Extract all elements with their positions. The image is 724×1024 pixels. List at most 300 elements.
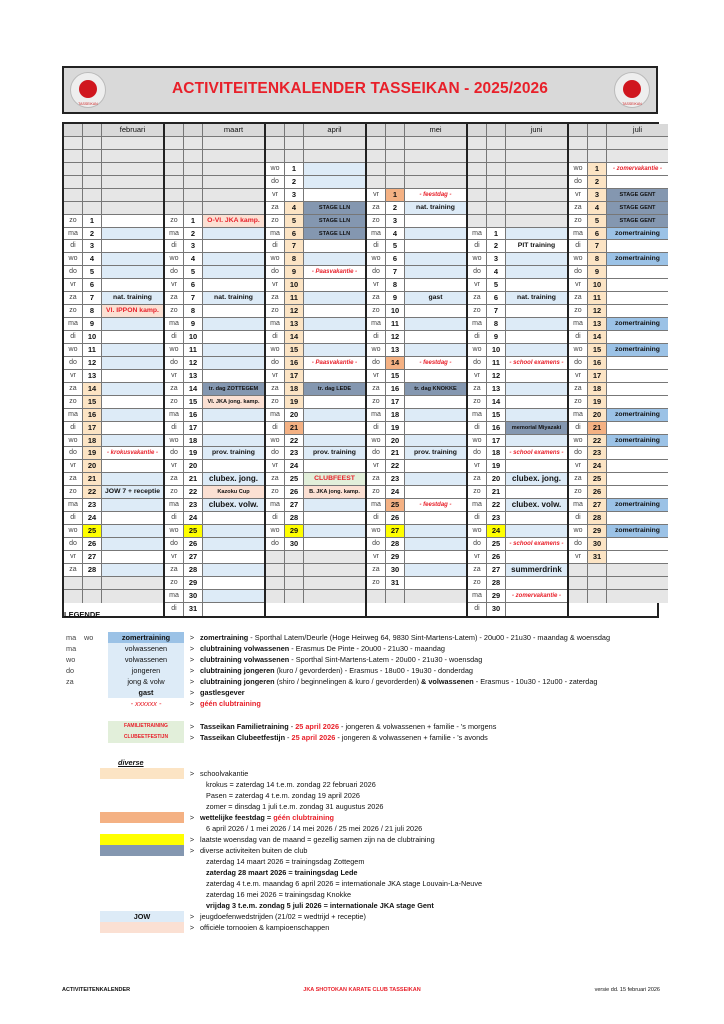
day-number: 13	[83, 370, 102, 382]
event-cell[interactable]: STAGE GENT	[607, 215, 668, 227]
event-cell[interactable]: prov. training	[203, 447, 264, 459]
event-cell[interactable]: STAGE GENT	[607, 202, 668, 214]
weekday: ma	[165, 318, 184, 330]
header-blank	[184, 124, 203, 136]
day-number: 8	[83, 305, 102, 317]
event-cell[interactable]: STAGE LLN	[304, 202, 365, 214]
day-number: 12	[588, 305, 607, 317]
weekday: zo	[165, 577, 184, 589]
legend-swatch	[100, 812, 184, 823]
event-cell[interactable]: CLUBFEEST	[304, 473, 365, 485]
day-row	[64, 228, 163, 241]
day-row	[468, 370, 567, 383]
empty-cell	[468, 215, 487, 227]
empty-row	[468, 189, 567, 202]
day-row	[367, 486, 466, 499]
weekday: za	[64, 383, 83, 395]
event-cell[interactable]: - school examens -	[506, 447, 567, 459]
event-cell[interactable]: zomertraining	[607, 499, 668, 511]
weekday: ma	[367, 409, 386, 421]
weekday: zo	[569, 215, 588, 227]
day-number: 25	[588, 473, 607, 485]
diverse-title	[60, 757, 144, 768]
day-number: 9	[184, 318, 203, 330]
legend-detail	[60, 790, 360, 801]
event-slot	[203, 331, 264, 343]
weekday: di	[266, 422, 285, 434]
weekday: wo	[468, 253, 487, 265]
day-row	[165, 253, 264, 266]
day-row	[367, 279, 466, 292]
event-cell[interactable]: - feestdag -	[405, 189, 466, 201]
day-row	[468, 228, 567, 241]
weekday: ma	[468, 318, 487, 330]
empty-cell	[203, 137, 264, 149]
day-number: 19	[83, 447, 102, 459]
weekday: di	[468, 512, 487, 524]
empty-cell	[487, 150, 506, 162]
empty-cell	[304, 551, 365, 563]
weekday: wo	[569, 525, 588, 537]
club-logo-right: TASSEIKAN	[614, 72, 650, 108]
event-cell[interactable]: nat. training	[203, 292, 264, 304]
event-cell[interactable]: - school examens -	[506, 357, 567, 369]
event-slot	[405, 435, 466, 447]
event-slot	[102, 240, 163, 252]
event-cell[interactable]: zomertraining	[607, 228, 668, 240]
day-number: 30	[588, 538, 607, 550]
event-slot	[607, 473, 668, 485]
weekday: vr	[569, 279, 588, 291]
day-number: 22	[588, 435, 607, 447]
day-number: 22	[487, 499, 506, 511]
legend-description: clubtraining volwassenen - Sporthal Sint-Martens-Latem - 20u00 - 21u30 - woensdag	[200, 655, 483, 664]
event-cell[interactable]: zomertraining	[607, 253, 668, 265]
event-slot	[506, 228, 567, 240]
event-cell[interactable]: nat. training	[506, 292, 567, 304]
empty-row	[266, 551, 365, 564]
weekday: wo	[64, 253, 83, 265]
day-row	[367, 305, 466, 318]
event-cell[interactable]: clubex. volw.	[506, 499, 567, 511]
day-number: 16	[487, 422, 506, 434]
day-number: 17	[83, 422, 102, 434]
day-number: 28	[83, 564, 102, 576]
day-number: 7	[83, 292, 102, 304]
day-row	[468, 525, 567, 538]
day-row	[468, 318, 567, 331]
event-cell[interactable]: prov. training	[304, 447, 365, 459]
empty-cell	[165, 163, 184, 175]
event-cell[interactable]: memorial Miyazaki	[506, 422, 567, 434]
weekday: ma	[468, 499, 487, 511]
event-slot	[506, 396, 567, 408]
empty-cell	[203, 176, 264, 188]
day-row	[468, 460, 567, 473]
arrow-icon: >	[189, 655, 195, 664]
event-cell[interactable]: STAGE GENT	[607, 189, 668, 201]
month-header	[165, 124, 264, 137]
weekday: ma	[367, 318, 386, 330]
day-number: 14	[588, 331, 607, 343]
weekday: ma	[569, 228, 588, 240]
event-slot	[102, 512, 163, 524]
empty-cell	[405, 176, 466, 188]
legend-day: wo	[66, 655, 76, 664]
day-row	[64, 409, 163, 422]
day-number: 5	[588, 215, 607, 227]
weekday: ma	[266, 499, 285, 511]
event-cell[interactable]: - feestdag -	[405, 357, 466, 369]
event-cell[interactable]: zomertraining	[607, 344, 668, 356]
event-slot	[304, 176, 365, 188]
empty-cell	[102, 163, 163, 175]
day-row	[64, 499, 163, 512]
day-number: 9	[386, 292, 405, 304]
event-cell[interactable]: - school examens -	[506, 538, 567, 550]
weekday: di	[165, 512, 184, 524]
empty-row	[64, 202, 163, 215]
weekday: ma	[266, 318, 285, 330]
day-row	[367, 538, 466, 551]
empty-cell	[386, 176, 405, 188]
empty-cell	[386, 137, 405, 149]
event-cell[interactable]: summerdrink	[506, 564, 567, 576]
event-cell[interactable]: B. JKA jong. kamp.	[304, 486, 365, 498]
weekday: wo	[569, 435, 588, 447]
header-blank	[487, 124, 506, 136]
legend-description: clubtraining jongeren (kuro / gevorderden) - Erasmus - 18u00 - 19u30 - donderdag	[200, 666, 473, 675]
event-cell[interactable]: PIT training	[506, 240, 567, 252]
event-slot	[607, 240, 668, 252]
day-number: 15	[487, 409, 506, 421]
weekday: wo	[266, 163, 285, 175]
day-number: 13	[386, 344, 405, 356]
empty-cell	[607, 577, 668, 589]
day-row	[165, 460, 264, 473]
header-blank	[386, 124, 405, 136]
empty-cell	[184, 189, 203, 201]
weekday: vr	[468, 370, 487, 382]
legend-diverse-row	[60, 834, 435, 845]
day-row	[468, 422, 567, 435]
event-cell[interactable]: Vl. IPPON kamp.	[102, 305, 163, 317]
empty-row	[569, 150, 668, 163]
event-cell[interactable]: - zomervakantie -	[607, 163, 668, 175]
event-cell[interactable]: nat. training	[405, 202, 466, 214]
legend-swatch: JOW	[100, 911, 184, 922]
event-cell[interactable]: STAGE LLN	[304, 228, 365, 240]
day-row	[266, 305, 365, 318]
event-slot	[102, 525, 163, 537]
empty-cell	[165, 176, 184, 188]
month-name: mei	[405, 124, 466, 136]
day-number: 5	[386, 240, 405, 252]
footer-left: ACTIVITEITENKALENDER	[62, 987, 131, 993]
empty-cell	[285, 590, 304, 603]
weekday: wo	[64, 344, 83, 356]
legend-swatch: - xxxxxx -	[108, 698, 184, 709]
empty-cell	[165, 137, 184, 149]
day-row	[165, 383, 264, 396]
empty-cell	[367, 590, 386, 603]
day-row	[468, 357, 567, 370]
event-slot	[607, 370, 668, 382]
day-row	[165, 396, 264, 409]
day-number: 26	[588, 486, 607, 498]
event-cell[interactable]: zomertraining	[607, 318, 668, 330]
empty-cell	[83, 189, 102, 201]
day-row	[367, 396, 466, 409]
empty-row	[64, 577, 163, 590]
day-number: 31	[386, 577, 405, 589]
weekday: wo	[367, 344, 386, 356]
event-cell[interactable]: - Paasvakantie -	[304, 357, 365, 369]
day-row	[165, 486, 264, 499]
day-row	[569, 357, 668, 370]
event-cell[interactable]: zomertraining	[607, 525, 668, 537]
weekday: di	[165, 240, 184, 252]
day-number: 3	[83, 240, 102, 252]
weekday: za	[266, 383, 285, 395]
event-slot	[607, 176, 668, 188]
empty-cell	[83, 202, 102, 214]
day-number: 18	[285, 383, 304, 395]
month-column-april	[266, 124, 367, 616]
legend-detail-text: vrijdag 3 t.e.m. zondag 5 juli 2026 = internationale JKA stage Gent	[206, 901, 434, 910]
weekday: vr	[569, 370, 588, 382]
event-cell[interactable]: zomertraining	[607, 409, 668, 421]
event-slot	[607, 305, 668, 317]
day-row	[569, 318, 668, 331]
day-number: 20	[588, 409, 607, 421]
legend-diverse-row	[60, 922, 329, 933]
empty-cell	[64, 163, 83, 175]
day-row	[468, 603, 567, 616]
day-row	[569, 189, 668, 202]
event-cell[interactable]: clubex. jong.	[506, 473, 567, 485]
day-row	[569, 499, 668, 512]
day-row	[165, 564, 264, 577]
event-cell[interactable]: - krokusvakantie -	[102, 447, 163, 459]
event-cell[interactable]: prov. training	[405, 447, 466, 459]
day-row	[266, 240, 365, 253]
weekday: ma	[64, 499, 83, 511]
event-slot	[102, 422, 163, 434]
day-number: 3	[588, 189, 607, 201]
weekday: do	[64, 538, 83, 550]
day-number: 23	[285, 447, 304, 459]
weekday: za	[468, 564, 487, 576]
day-row	[266, 435, 365, 448]
event-slot	[102, 228, 163, 240]
empty-cell	[203, 189, 264, 201]
day-number: 21	[83, 473, 102, 485]
weekday: wo	[266, 253, 285, 265]
header-blank	[367, 124, 386, 136]
event-cell[interactable]: tr. dag ZOTTEGEM	[203, 383, 264, 395]
day-row	[569, 447, 668, 460]
event-slot	[607, 551, 668, 563]
day-row	[569, 525, 668, 538]
event-slot	[506, 603, 567, 616]
empty-cell	[468, 202, 487, 214]
weekday: vr	[266, 279, 285, 291]
weekday: zo	[367, 577, 386, 589]
event-slot	[506, 331, 567, 343]
legend-description: zomertraining - Sporthal Latem/Deurle (Hoge Heirweg 64, 9830 Sint-Martens-Latem) - 20u00 - 21u30 - maandag & woensdag	[200, 633, 611, 642]
day-number: 29	[386, 551, 405, 563]
empty-row	[64, 176, 163, 189]
empty-cell	[83, 577, 102, 589]
legend-swatch: gast	[108, 687, 184, 698]
event-cell[interactable]: clubex. volw.	[203, 499, 264, 511]
empty-cell	[304, 577, 365, 589]
day-row	[367, 266, 466, 279]
empty-row	[266, 590, 365, 603]
empty-cell	[285, 564, 304, 576]
event-cell[interactable]: nat. training	[102, 292, 163, 304]
event-cell[interactable]: Kazoku Cup	[203, 486, 264, 498]
day-number: 28	[386, 538, 405, 550]
day-number: 2	[83, 228, 102, 240]
empty-cell	[64, 189, 83, 201]
event-slot	[506, 279, 567, 291]
event-slot	[405, 253, 466, 265]
event-slot	[304, 422, 365, 434]
empty-row	[64, 590, 163, 603]
event-slot	[304, 318, 365, 330]
event-slot	[102, 266, 163, 278]
arrow-icon: >	[189, 699, 195, 708]
day-row	[569, 253, 668, 266]
footer-center: JKA SHOTOKAN KARATE CLUB TASSEIKAN	[303, 987, 421, 993]
event-cell[interactable]: Vl. JKA jong. kamp.	[203, 396, 264, 408]
day-row	[569, 370, 668, 383]
event-slot	[506, 344, 567, 356]
header-blank	[285, 124, 304, 136]
weekday: di	[367, 240, 386, 252]
event-slot	[405, 486, 466, 498]
weekday: ma	[165, 499, 184, 511]
day-row	[367, 525, 466, 538]
weekday: zo	[165, 215, 184, 227]
empty-cell	[165, 189, 184, 201]
legend-diverse-row	[60, 911, 366, 922]
event-slot	[304, 538, 365, 550]
day-row	[165, 370, 264, 383]
event-cell[interactable]: tr. dag KNOKKE	[405, 383, 466, 395]
arrow-icon: >	[189, 923, 195, 932]
event-slot	[405, 422, 466, 434]
event-cell[interactable]: clubex. jong.	[203, 473, 264, 485]
weekday: ma	[165, 590, 184, 602]
event-cell[interactable]: JOW 7 + receptie	[102, 486, 163, 498]
weekday: di	[367, 331, 386, 343]
empty-cell	[367, 163, 386, 175]
event-cell[interactable]: STAGE LLN	[304, 215, 365, 227]
legend-row	[60, 665, 473, 676]
day-row	[468, 473, 567, 486]
day-row	[64, 318, 163, 331]
event-cell[interactable]: O-Vl. JKA kamp.	[203, 215, 264, 227]
empty-row	[367, 590, 466, 603]
event-cell[interactable]: - Paasvakantie -	[304, 266, 365, 278]
event-cell[interactable]: zomertraining	[607, 435, 668, 447]
event-slot	[506, 551, 567, 563]
day-number: 24	[386, 486, 405, 498]
event-cell[interactable]: - feestdag -	[405, 499, 466, 511]
day-row	[64, 447, 163, 460]
weekday: di	[64, 422, 83, 434]
legend-event-row	[60, 721, 496, 732]
weekday: za	[64, 564, 83, 576]
empty-row	[165, 176, 264, 189]
empty-cell	[487, 215, 506, 227]
day-row	[367, 422, 466, 435]
weekday: di	[266, 240, 285, 252]
day-number: 15	[285, 344, 304, 356]
empty-cell	[184, 163, 203, 175]
day-row	[569, 279, 668, 292]
event-slot	[102, 435, 163, 447]
legend-swatch: jong & volw	[108, 676, 184, 687]
empty-cell	[102, 189, 163, 201]
day-number: 8	[487, 318, 506, 330]
page-title: ACTIVITEITENKALENDER TASSEIKAN - 2025/2026	[172, 80, 548, 97]
day-row	[468, 435, 567, 448]
day-number: 11	[386, 318, 405, 330]
day-number: 18	[588, 383, 607, 395]
weekday: vr	[266, 189, 285, 201]
weekday: wo	[468, 344, 487, 356]
event-slot	[506, 435, 567, 447]
day-row	[266, 486, 365, 499]
weekday: do	[64, 447, 83, 459]
day-number: 12	[83, 357, 102, 369]
day-number: 27	[487, 564, 506, 576]
weekday: zo	[64, 486, 83, 498]
day-number: 9	[285, 266, 304, 278]
event-cell[interactable]: tr. dag LEDE	[304, 383, 365, 395]
event-slot	[405, 577, 466, 589]
legend-row	[60, 687, 245, 698]
day-row	[64, 344, 163, 357]
club-logo-left: TASSEIKAN	[70, 72, 106, 108]
empty-cell	[203, 163, 264, 175]
event-cell[interactable]: - zomervakantie -	[506, 590, 567, 602]
weekday: di	[64, 331, 83, 343]
empty-cell	[165, 150, 184, 162]
day-row	[367, 447, 466, 460]
weekday: do	[165, 266, 184, 278]
weekday: wo	[165, 344, 184, 356]
empty-cell	[102, 577, 163, 589]
day-number: 10	[386, 305, 405, 317]
day-row	[266, 189, 365, 202]
weekday: do	[569, 357, 588, 369]
weekday: za	[165, 292, 184, 304]
weekday: di	[367, 422, 386, 434]
weekday: zo	[266, 215, 285, 227]
empty-cell	[367, 176, 386, 188]
event-slot	[304, 253, 365, 265]
empty-cell	[102, 150, 163, 162]
day-row	[367, 564, 466, 577]
day-number: 11	[83, 344, 102, 356]
event-slot	[304, 512, 365, 524]
event-cell[interactable]: gast	[405, 292, 466, 304]
